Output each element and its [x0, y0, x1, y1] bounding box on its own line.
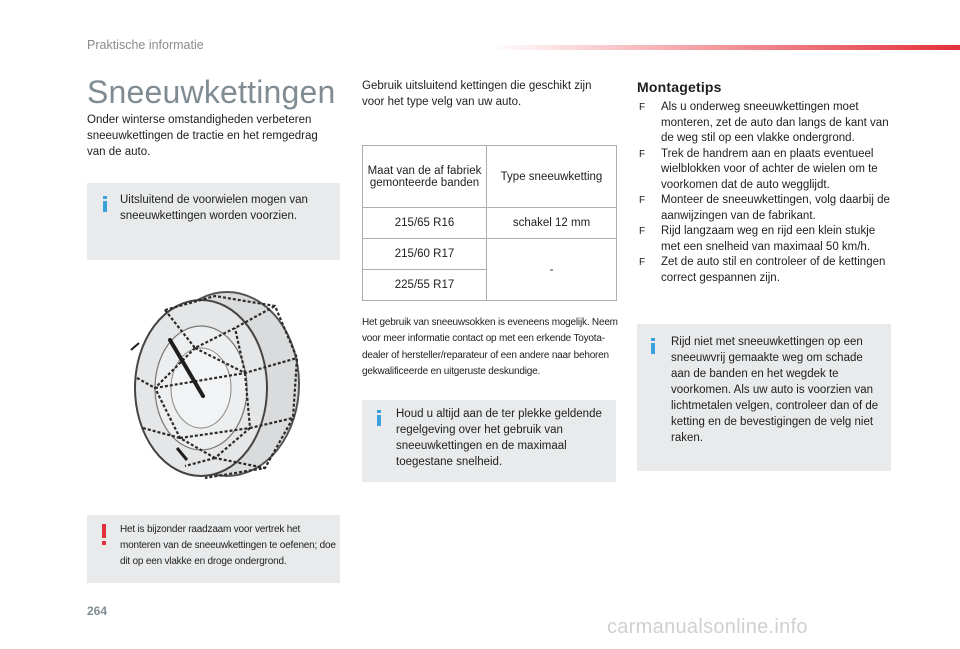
- snow-chain-tire-illustration: [125, 288, 305, 483]
- info-icon: [647, 338, 659, 354]
- list-item: F Trek de handrem aan en plaats eventueel wielblokken voor of achter de wielen om te voorkomen dat de auto wegglijdt.: [639, 147, 878, 191]
- warning-practice-text: Het is bijzonder raadzaam voor vertrek het monteren van de sneeuwkettingen te oefenen; doe dit op een vlakke en droge ondergrond.: [120, 524, 336, 567]
- warning-icon: [98, 524, 110, 546]
- info-front-wheels-text: Uitsluitend de voorwielen mogen van sneeuwkettingen worden voorzien.: [120, 194, 308, 222]
- table-cell-size: 225/55 R17: [363, 270, 487, 301]
- info-icon: [99, 196, 111, 212]
- bullet-glyph: F: [639, 257, 646, 268]
- table-cell-size: 215/65 R16: [363, 208, 487, 239]
- info-icon: [373, 410, 385, 426]
- list-item: F Rijd langzaam weg en rijd een klein stukje met een snelheid van maximaal 50 km/h.: [639, 225, 876, 253]
- section-title: Praktische informatie: [87, 38, 204, 52]
- bullet-glyph: F: [639, 102, 646, 113]
- bullet-glyph: F: [639, 195, 646, 206]
- page-number: 264: [87, 604, 108, 618]
- table-cell-type: schakel 12 mm: [487, 208, 617, 239]
- table-header-chain-type: Type sneeuwketting: [487, 146, 617, 208]
- table-header-tire-size: Maat van de af fabriek gemonteerde banden: [363, 146, 487, 208]
- snow-socks-note: Het gebruik van sneeuwsokken is eveneens mogelijk. Neem voor meer informatie contact op met een erkende Toyota-dealer of hersteller/reparateur of een andere naar behoren gekwalificeerde en uitgeruste deskundige.: [362, 317, 618, 378]
- table-row: [363, 239, 617, 270]
- table-row: [363, 208, 617, 239]
- table-header-row: [363, 146, 617, 208]
- page-title: Sneeuwkettingen: [87, 74, 336, 110]
- list-item: F Zet de auto stil en controleer of de kettingen correct gespannen zijn.: [639, 256, 886, 284]
- bullet-glyph: F: [639, 226, 646, 237]
- list-item: F Als u onderweg sneeuwkettingen moet monteren, zet de auto dan langs de kant van de weg stil op een vlakke ondergrond.: [639, 101, 889, 144]
- chain-suitability-paragraph: Gebruik uitsluitend kettingen die geschikt zijn voor het type velg van uw auto.: [362, 80, 592, 108]
- table-cell-size: 215/60 R17: [363, 239, 487, 270]
- list-item: F Monteer de sneeuwkettingen, volg daarbij de aanwijzingen van de fabrikant.: [639, 194, 890, 222]
- info-regulations-text: Houd u altijd aan de ter plekke geldende regelgeving over het gebruik van sneeuwkettingen en de maximaal toegestane snelheid.: [396, 408, 602, 468]
- header-accent-bar: [490, 45, 960, 50]
- montage-tips-heading: Montagetips: [637, 79, 722, 95]
- intro-paragraph: Onder winterse omstandigheden verbeteren sneeuwkettingen de tractie en het remgedrag van de auto.: [87, 114, 318, 158]
- bullet-glyph: F: [639, 148, 646, 160]
- tire-chain-table: [362, 145, 617, 301]
- info-no-snow-text: Rijd niet met sneeuwkettingen op een sneeuwvrij gemaakte weg om schade aan de banden en het wegdek te voorkomen. Als uw auto is voorzien van lichtmetalen velgen, controleer dan of de ketting en de bevestigingen de velg niet raken.: [671, 336, 879, 444]
- table-cell-type: -: [487, 239, 617, 301]
- watermark: carmanualsonline.info: [607, 616, 808, 638]
- montage-tips-list: [637, 100, 897, 286]
